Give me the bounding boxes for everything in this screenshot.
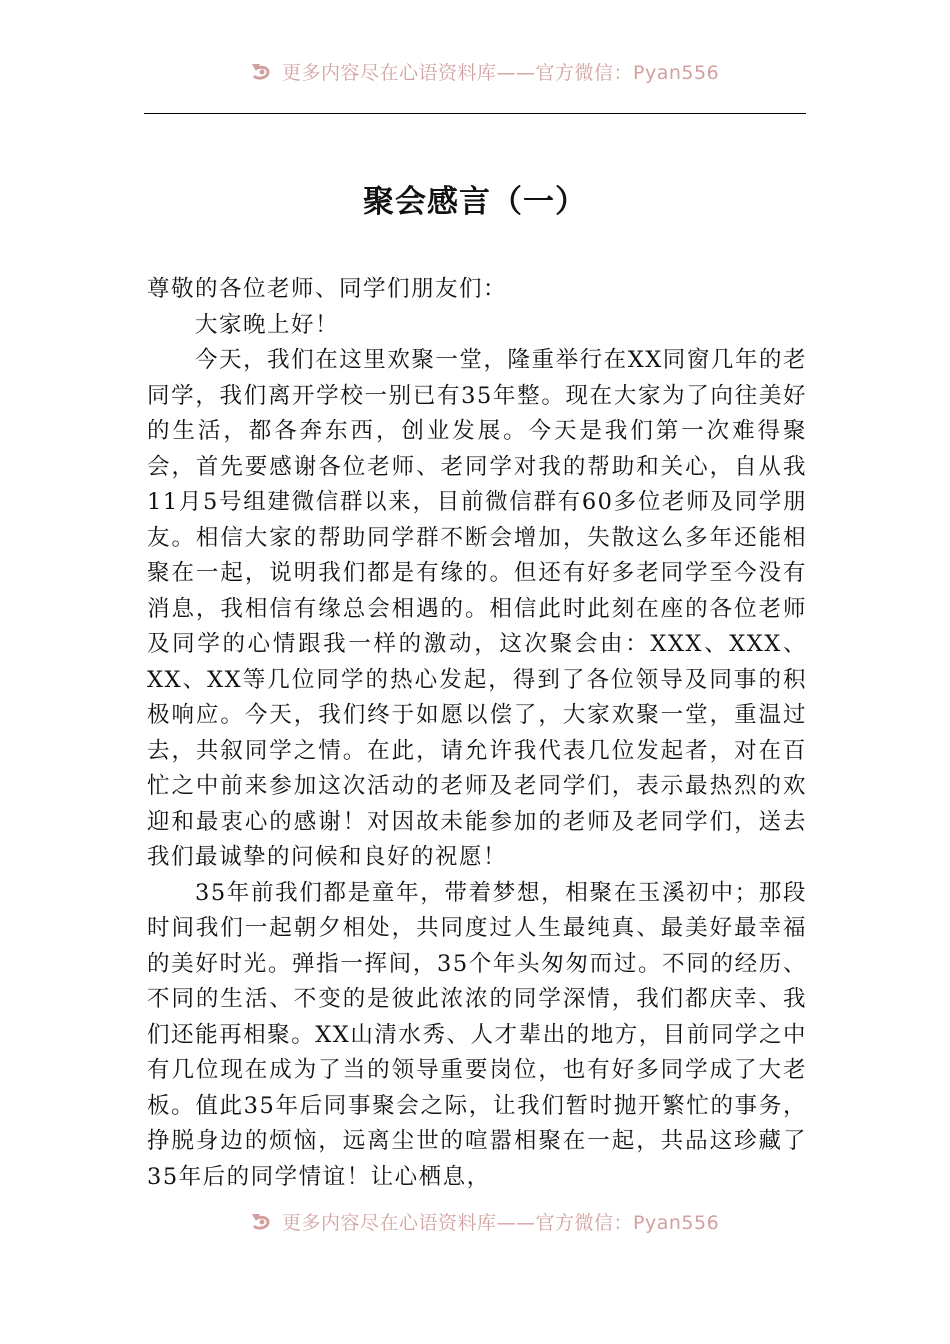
salutation: 尊敬的各位老师、同学们朋友们： bbox=[147, 276, 508, 302]
brand-logo-icon bbox=[248, 1208, 274, 1234]
document-body bbox=[147, 272, 807, 1195]
watermark-text: 更多内容尽在心语资料库——官方微信：Pyan556 bbox=[282, 1211, 720, 1234]
body-paragraph-1: 今天，我们在这里欢聚一堂，隆重举行在XX同窗几年的老同学，我们离开学校一别已有35年整。现在大家为了向往美好的生活，都各奔东西，创业发展。今天是我们第一次难得聚会，首先要感谢各位老师、老同学对我的帮助和关心，自从我11月5号组建微信群以来，目前微信群有60多位老师及同学朋友。相信大家的帮助同学群不断会增加，失散这么多年还能相聚在一起，说明我们都是有缘的。但还有好多老同学至今没有消息，我相信有缘总会相遇的。相信此时此刻在座的各位老师及同学的心情跟我一样的激动，这次聚会由：XXX、XXX、XX、XX等几位同学的热心发起，得到了各位领导及同事的积极响应。今天，我们终于如愿以偿了，大家欢聚一堂，重温过去，共叙同学之情。在此，请允许我代表几位发起者，对在百忙之中前来参加这次活动的老师及老同学们，表示最热烈的欢迎和最衷心的感谢！对因故未能参加的老师及老同学们，送去我们最诚挚的问候和良好的祝愿！ bbox=[147, 347, 807, 870]
brand-logo-icon bbox=[248, 58, 274, 84]
header-divider bbox=[144, 113, 806, 114]
watermark-text: 更多内容尽在心语资料库——官方微信：Pyan556 bbox=[282, 61, 720, 84]
header-watermark bbox=[248, 56, 719, 86]
greeting: 大家晚上好！ bbox=[195, 311, 340, 338]
footer-watermark bbox=[248, 1206, 719, 1236]
document-title: 聚会感言（一） bbox=[363, 184, 587, 220]
body-paragraph-2: 35年前我们都是童年，带着梦想，相聚在玉溪初中；那段时间我们一起朝夕相处，共同度过人生最纯真、最美好最幸福的美好时光。弹指一挥间，35个年头匆匆而过。不同的经历、不同的生活、不变的是彼此浓浓的同学深情，我们都庆幸、我们还能再相聚。XX山清水秀、人才辈出的地方，目前同学之中有几位现在成为了当的领导重要岗位，也有好多同学成了大老板。值此35年后同事聚会之际，让我们暂时抛开繁忙的事务，挣脱身边的烦恼，远离尘世的喧嚣相聚在一起，共品这珍藏了35年后的同学情谊！让心栖息， bbox=[147, 879, 807, 1190]
